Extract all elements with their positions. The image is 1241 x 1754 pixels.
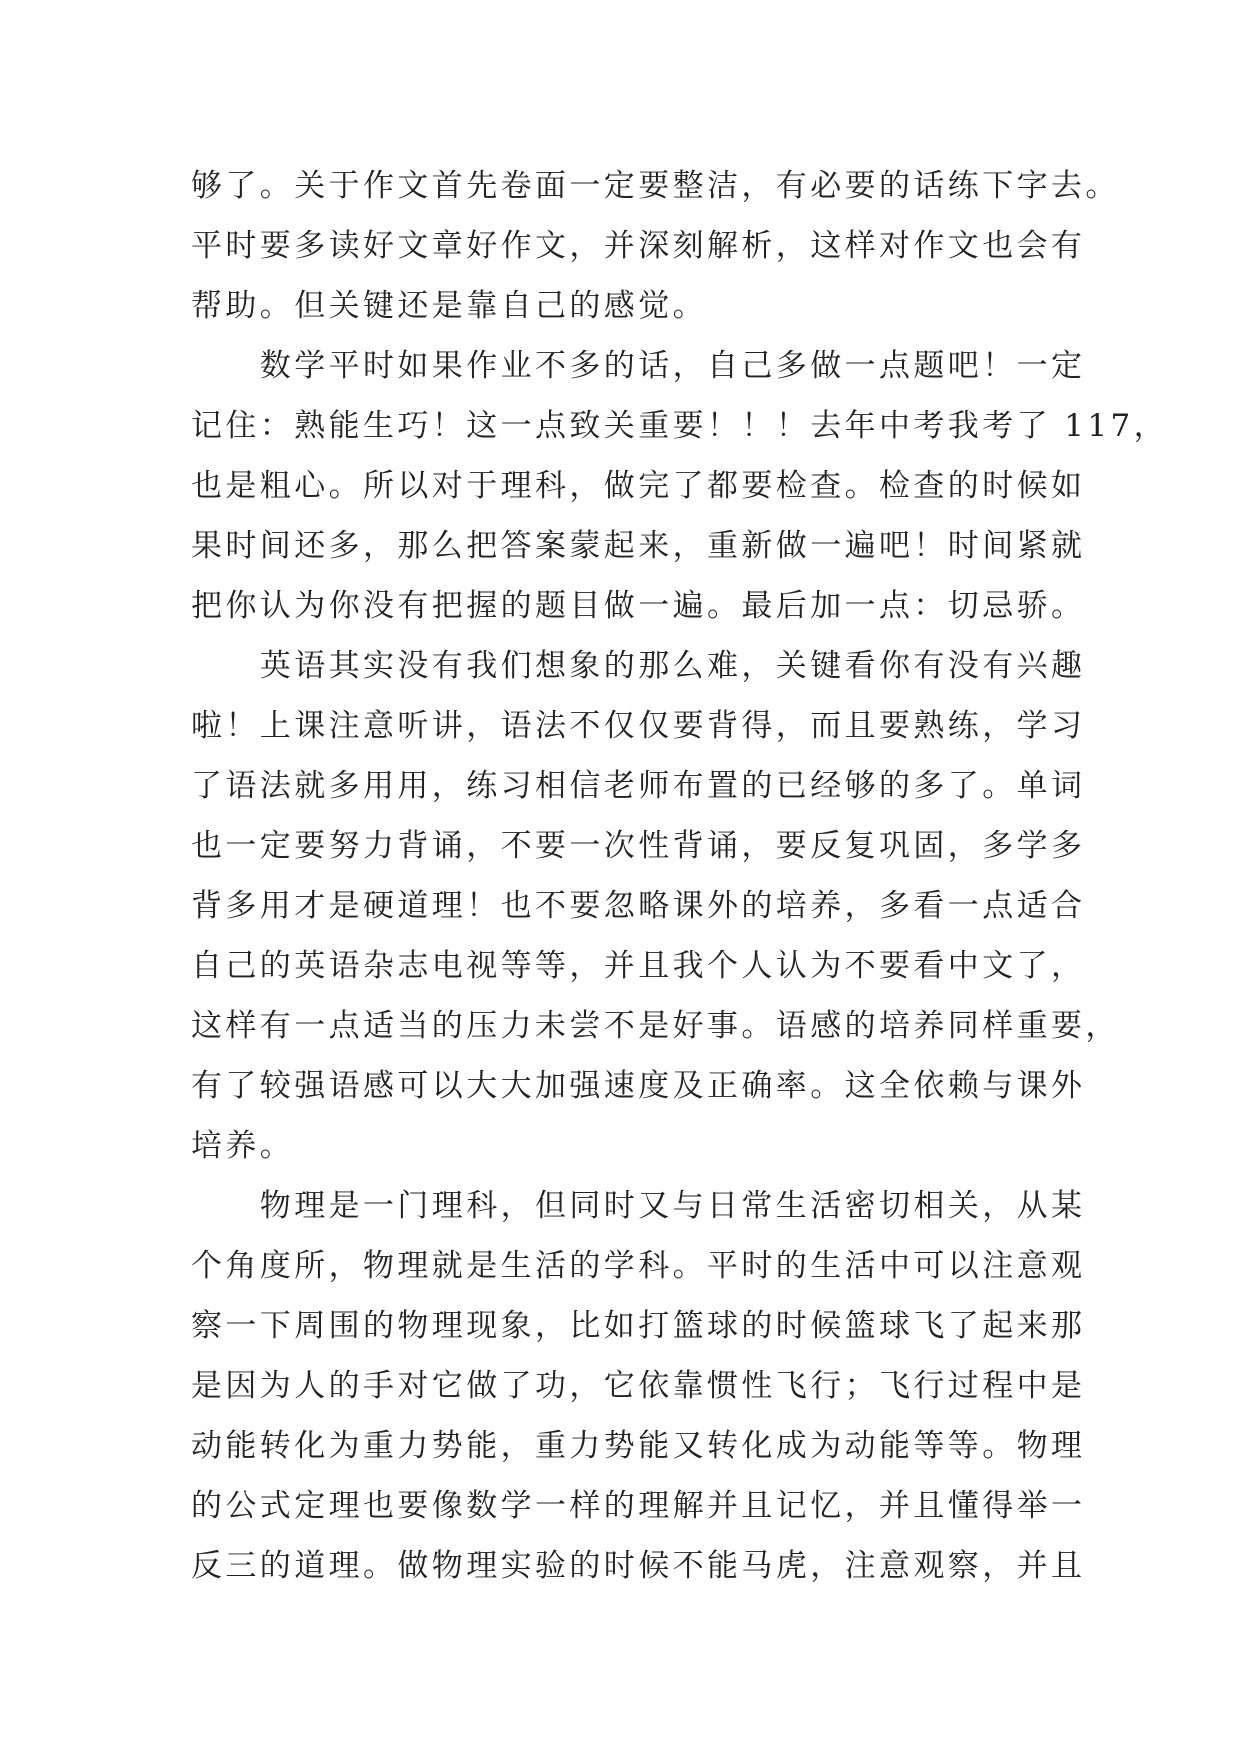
text-line: 帮助。但关键还是靠自己的感觉。	[191, 288, 707, 324]
text-line: 动能转化为重力势能，重力势能又转化成为动能等等。物理	[191, 1428, 1086, 1464]
text-line: 培养。	[191, 1128, 295, 1164]
text-line: 记住：熟能生巧！这一点致关重要！！！去年中考我考了 117，	[191, 408, 1169, 444]
text-line: 英语其实没有我们想象的那么难，关键看你有没有兴趣	[191, 648, 1086, 684]
text-line: 物理是一门理科，但同时又与日常生活密切相关，从某	[191, 1188, 1086, 1224]
text-line: 的公式定理也要像数学一样的理解并且记忆，并且懂得举一	[191, 1488, 1086, 1524]
text-line: 把你认为你没有把握的题目做一遍。最后加一点：切忌骄。	[191, 588, 1086, 624]
text-line: 果时间还多，那么把答案蒙起来，重新做一遍吧！时间紧就	[191, 528, 1086, 564]
text-line: 够了。关于作文首先卷面一定要整洁，有必要的话练下字去。	[191, 168, 1120, 204]
text-line: 也一定要努力背诵，不要一次性背诵，要反复巩固，多学多	[191, 828, 1086, 864]
text-line: 了语法就多用用，练习相信老师布置的已经够的多了。单词	[191, 768, 1086, 804]
paragraph-math	[191, 336, 1169, 636]
text-line: 察一下周围的物理现象，比如打篮球的时候篮球飞了起来那	[191, 1308, 1086, 1344]
text-line: 也是粗心。所以对于理科，做完了都要检查。检查的时候如	[191, 468, 1086, 504]
text-line: 自己的英语杂志电视等等，并且我个人认为不要看中文了，	[191, 948, 1086, 984]
text-line: 平时要多读好文章好作文，并深刻解析，这样对作文也会有	[191, 228, 1086, 264]
paragraph-english	[191, 636, 1120, 1176]
paragraph-essay-advice	[191, 156, 1120, 336]
text-line: 啦！上课注意听讲，语法不仅仅要背得，而且要熟练，学习	[191, 708, 1086, 744]
text-line: 是因为人的手对它做了功，它依靠惯性飞行；飞行过程中是	[191, 1368, 1086, 1404]
paragraph-physics	[191, 1176, 1086, 1596]
text-line: 反三的道理。做物理实验的时候不能马虎，注意观察，并且	[191, 1548, 1086, 1584]
text-line: 有了较强语感可以大大加强速度及正确率。这全依赖与课外	[191, 1068, 1086, 1104]
document-body	[191, 156, 1169, 1596]
text-line: 背多用才是硬道理！也不要忽略课外的培养，多看一点适合	[191, 888, 1086, 924]
text-line: 这样有一点适当的压力未尝不是好事。语感的培养同样重要，	[191, 1008, 1120, 1044]
text-line: 数学平时如果作业不多的话，自己多做一点题吧！一定	[191, 348, 1086, 384]
text-line: 个角度所，物理就是生活的学科。平时的生活中可以注意观	[191, 1248, 1086, 1284]
